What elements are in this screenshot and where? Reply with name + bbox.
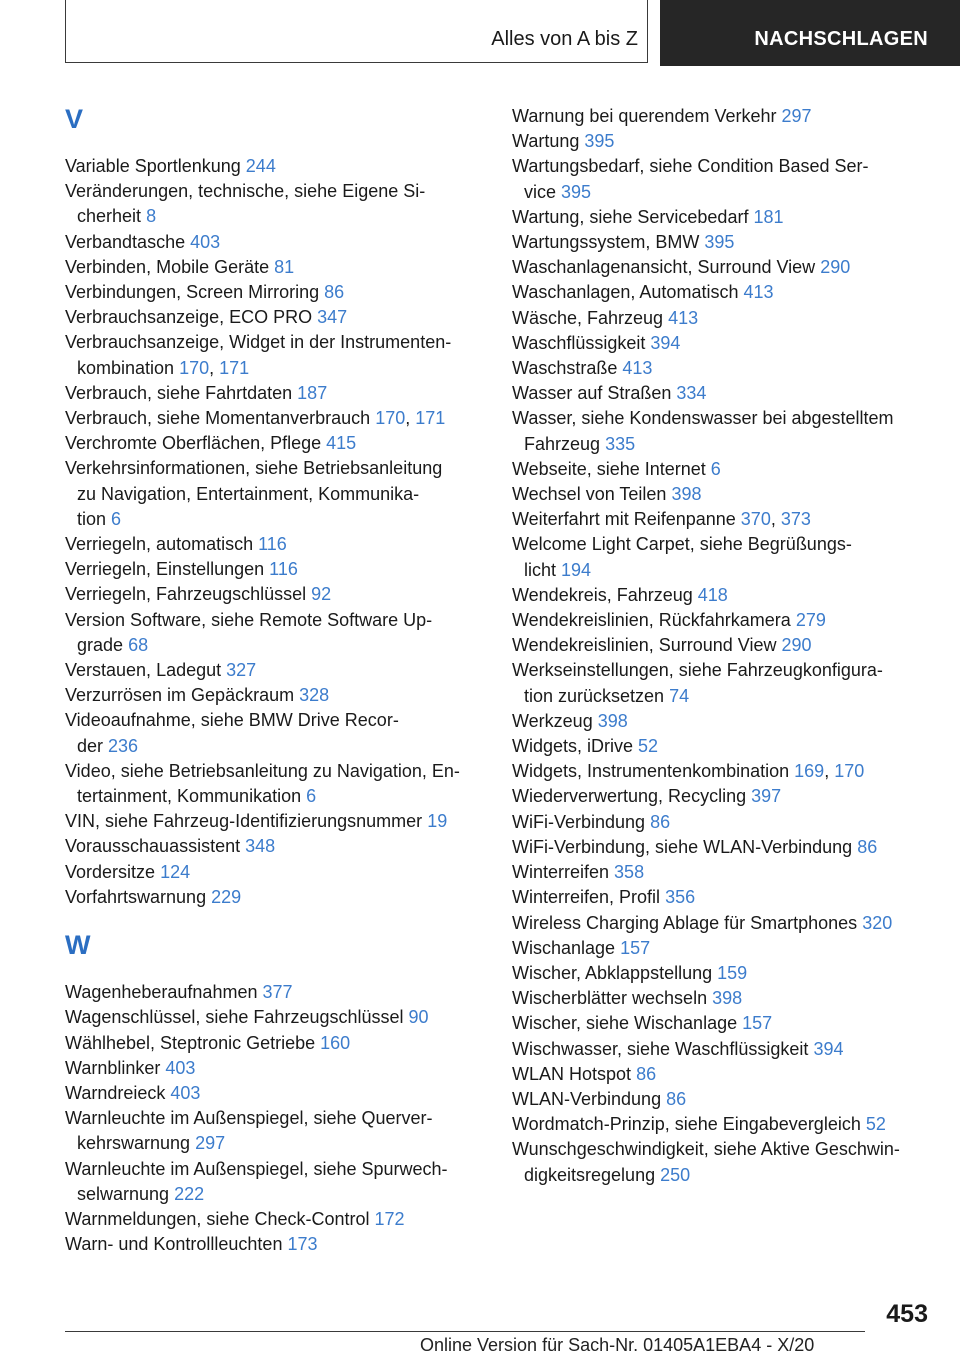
index-entry xyxy=(512,1037,952,1062)
index-entry-term: Warnleuchte im Außenspiegel, siehe Spurwech- xyxy=(65,1158,448,1179)
index-entry-term: Verchromte Oberflächen, Pflege xyxy=(65,433,322,454)
page-reference-link[interactable]: 86 xyxy=(666,1088,687,1109)
index-list-w xyxy=(65,980,505,1257)
index-entry xyxy=(512,936,952,961)
index-entry xyxy=(512,532,952,582)
footer-divider xyxy=(65,1331,865,1332)
index-entry xyxy=(512,1011,952,1036)
index-entry-term: VIN, siehe Fahrzeug-Identifizierungsnummer xyxy=(65,811,423,832)
index-entry: Weiterfahrt mit Reifenpanne 370, 373 xyxy=(512,509,811,530)
index-entry-term: Waschstraße xyxy=(512,358,618,379)
index-entry xyxy=(65,1232,505,1257)
index-entry-term-continued: licht xyxy=(524,559,557,580)
index-list-v xyxy=(65,154,505,910)
page-reference-link[interactable]: 418 xyxy=(697,584,728,605)
index-entry-term: WiFi-Verbindung, siehe WLAN-Verbindung xyxy=(512,836,853,857)
index-entry-term: Wasser, siehe Kondenswasser bei abgestelltem xyxy=(512,408,894,429)
page-reference-link[interactable]: 90 xyxy=(408,1007,429,1028)
index-entry xyxy=(65,557,505,582)
index-entry-term: Wireless Charging Ablage für Smartphones xyxy=(512,912,858,933)
index-entry-term-continued: grade xyxy=(77,634,124,655)
index-entry xyxy=(65,1106,505,1156)
index-entry xyxy=(65,179,505,229)
index-entry-term: Wartung xyxy=(512,131,580,152)
page-reference-link[interactable]: 348 xyxy=(245,836,276,857)
page-reference-link[interactable]: 222 xyxy=(174,1183,205,1204)
index-entry xyxy=(65,708,505,758)
index-entry xyxy=(512,457,952,482)
index-column-left xyxy=(65,104,505,1257)
index-entry xyxy=(65,154,505,179)
index-entry xyxy=(512,406,952,456)
index-entry-term: Verriegeln, Einstellungen xyxy=(65,559,265,580)
index-entry-term: Videoaufnahme, siehe BMW Drive Recor- xyxy=(65,710,399,731)
footer-online-version: Online Version für Sach-Nr. 01405A1EBA4 - X/20 xyxy=(420,1335,815,1355)
index-entry-term: WLAN Hotspot xyxy=(512,1063,632,1084)
index-entry-term: Widgets, iDrive xyxy=(512,736,634,757)
index-entry xyxy=(65,683,505,708)
index-entry-term: Waschanlagen, Automatisch xyxy=(512,282,739,303)
page-reference-link[interactable]: 328 xyxy=(299,685,330,706)
page-reference-link[interactable]: 68 xyxy=(128,634,149,655)
page-reference-link[interactable]: 356 xyxy=(665,887,696,908)
index-entry xyxy=(65,980,505,1005)
index-entry xyxy=(512,784,952,809)
index-entry xyxy=(512,911,952,936)
index-entry xyxy=(65,230,505,255)
index-entry xyxy=(512,835,952,860)
page-reference-link[interactable]: 290 xyxy=(820,257,851,278)
page-reference-link[interactable]: 86 xyxy=(857,836,878,857)
page-reference-link[interactable]: 170 xyxy=(834,761,865,782)
index-entry xyxy=(65,1031,505,1056)
index-entry-term: Winterreifen xyxy=(512,862,610,883)
index-entry xyxy=(512,885,952,910)
index-entry-term: Vordersitze xyxy=(65,861,156,882)
index-entry xyxy=(65,834,505,859)
index-entry-term: Verkehrsinformationen, siehe Betriebsanleitung xyxy=(65,458,443,479)
page-reference-link[interactable]: 8 xyxy=(146,206,157,227)
index-entry-term-continued: digkeitsregelung xyxy=(524,1164,656,1185)
page-reference-link[interactable]: 297 xyxy=(781,106,812,126)
page-reference-link[interactable]: 403 xyxy=(165,1057,196,1078)
index-entry-term: Wendekreislinien, Surround View xyxy=(512,635,777,656)
index-entry-term: Wendekreislinien, Rückfahrkamera xyxy=(512,610,791,631)
index-entry-term-continued: selwarnung xyxy=(77,1183,170,1204)
index-entry xyxy=(65,658,505,683)
index-entry xyxy=(65,1081,505,1106)
page-reference-link[interactable]: 358 xyxy=(614,862,645,883)
index-entry-term-continued: tion zurücksetzen xyxy=(524,685,665,706)
page-reference-link[interactable]: 116 xyxy=(269,559,298,580)
page-reference-link[interactable]: 320 xyxy=(862,912,893,933)
index-entry-term-continued: der xyxy=(77,735,104,756)
index-entry xyxy=(65,759,505,809)
index-entry xyxy=(512,356,952,381)
index-entry xyxy=(65,809,505,834)
index-entry xyxy=(512,961,952,986)
index-entry xyxy=(65,532,505,557)
index-entry-term-continued: cherheit xyxy=(77,206,142,227)
index-entry xyxy=(512,1137,952,1187)
index-entry xyxy=(512,306,952,331)
index-entry-term: Waschanlagenansicht, Surround View xyxy=(512,257,816,278)
index-entry-term: Wiederverwertung, Recycling xyxy=(512,786,747,807)
page-reference-link[interactable]: 194 xyxy=(561,559,592,580)
index-entry xyxy=(512,633,952,658)
page-reference-link[interactable]: 403 xyxy=(190,231,221,252)
index-entry xyxy=(512,129,952,154)
page-reference-link[interactable]: 173 xyxy=(287,1234,318,1255)
index-entry-term: Wäsche, Fahrzeug xyxy=(512,307,664,328)
index-entry-term-continued: zu Navigation, Entertainment, Kommunika- xyxy=(77,483,420,504)
index-entry-term-continued: Fahrzeug xyxy=(524,433,601,454)
page-reference-link[interactable]: 373 xyxy=(780,509,811,530)
index-entry-term-continued: kombination xyxy=(77,357,175,378)
index-entry xyxy=(512,734,952,759)
page-reference-link[interactable]: 170 xyxy=(375,408,406,429)
index-entry-term: Wischwasser, siehe Waschflüssigkeit xyxy=(512,1038,809,1059)
page-reference-link[interactable]: 187 xyxy=(297,382,328,403)
index-entry-term: Variable Sportlenkung xyxy=(65,156,241,176)
page-reference-link[interactable]: 398 xyxy=(712,988,743,1009)
index-letter-w: W xyxy=(65,930,91,961)
index-entry-term-continued: tertainment, Kommunikation xyxy=(77,786,302,807)
index-entry xyxy=(65,431,505,456)
page-reference-link[interactable]: 74 xyxy=(669,685,690,706)
header-section-title: Alles von A bis Z xyxy=(491,28,638,50)
page-reference-link[interactable]: 86 xyxy=(636,1063,657,1084)
page-reference-link[interactable]: 159 xyxy=(717,962,748,983)
page-reference-link[interactable]: 6 xyxy=(111,508,122,529)
page-reference-link[interactable]: 19 xyxy=(427,811,448,832)
page-reference-link[interactable]: 116 xyxy=(258,534,287,555)
index-entry-term: Warnung bei querendem Verkehr xyxy=(512,106,777,126)
index-entry-term: Verriegeln, Fahrzeugschlüssel xyxy=(65,584,307,605)
index-entry xyxy=(512,860,952,885)
index-entry xyxy=(65,1005,505,1030)
index-entry xyxy=(512,810,952,835)
page-reference-link[interactable]: 370 xyxy=(740,509,771,530)
page-reference-link[interactable]: 290 xyxy=(781,635,812,656)
index-entry-term: Wartungsbedarf, siehe Condition Based Ser- xyxy=(512,156,869,177)
index-list-w-continued xyxy=(512,104,952,1188)
page-reference-link[interactable]: 377 xyxy=(262,982,293,1003)
index-entry xyxy=(512,1062,952,1087)
page-reference-link[interactable]: 171 xyxy=(415,408,446,429)
index-entry-term: Veränderungen, technische, siehe Eigene Si- xyxy=(65,181,426,202)
index-entry-term: Warnmeldungen, siehe Check-Control xyxy=(65,1208,370,1229)
index-entry xyxy=(65,381,505,406)
page-reference-link[interactable]: 327 xyxy=(226,660,257,681)
index-entry-term: Werkzeug xyxy=(512,710,593,731)
index-entry-term: Werkseinstellungen, siehe Fahrzeugkonfigura- xyxy=(512,660,883,681)
index-entry xyxy=(65,305,505,330)
index-entry-term: Version Software, siehe Remote Software Up- xyxy=(65,609,433,630)
index-letter-v: V xyxy=(65,104,84,134)
index-entry xyxy=(512,331,952,356)
page-reference-link[interactable]: 398 xyxy=(671,484,702,505)
index-column-right xyxy=(512,104,952,1188)
index-entry-term: Wischanlage xyxy=(512,937,616,958)
index-entry-term: Verbandtasche xyxy=(65,231,186,252)
index-entry: Verbrauchsanzeige, Widget in der Instrumenten- kombination 170, 171 xyxy=(65,332,452,378)
index-entry-term: Widgets, Instrumentenkombination xyxy=(512,761,790,782)
page-reference-link[interactable]: 86 xyxy=(324,282,345,303)
index-entry xyxy=(512,104,952,129)
index-entry-term-continued: kehrswarnung xyxy=(77,1133,191,1154)
index-entry xyxy=(512,280,952,305)
index-entry-term: Welcome Light Carpet, siehe Begrüßungs- xyxy=(512,534,852,555)
page-reference-link[interactable]: 181 xyxy=(753,206,784,227)
index-entry xyxy=(65,860,505,885)
index-entry xyxy=(512,255,952,280)
index-entry: Verbrauch, siehe Momentanverbrauch 170, 171 xyxy=(65,408,446,429)
page-reference-link[interactable]: 397 xyxy=(751,786,782,807)
page-reference-link[interactable]: 413 xyxy=(668,307,699,328)
index-entry-term: Warn- und Kontrollleuchten xyxy=(65,1234,283,1255)
page-reference-link[interactable]: 6 xyxy=(306,786,317,807)
page-reference-link[interactable]: 413 xyxy=(622,358,653,379)
index-entry-term: Wagenschlüssel, siehe Fahrzeugschlüssel xyxy=(65,1007,404,1028)
index-entry-term: Wagenheberaufnahmen xyxy=(65,982,258,1003)
index-entry xyxy=(65,280,505,305)
page-reference-link[interactable]: 172 xyxy=(374,1208,405,1229)
index-entry-term: Wischer, siehe Wischanlage xyxy=(512,1013,738,1034)
page-reference-link[interactable]: 86 xyxy=(650,811,671,832)
index-entry xyxy=(512,205,952,230)
page-reference-link[interactable]: 244 xyxy=(245,156,276,176)
page-number: 453 xyxy=(886,1300,928,1328)
page-reference-link[interactable]: 171 xyxy=(219,357,250,378)
index-entry-term: Wartungssystem, BMW xyxy=(512,232,700,253)
index-entry xyxy=(512,154,952,204)
header-chapter-title: NACHSCHLAGEN xyxy=(754,28,928,50)
page-reference-link[interactable]: 297 xyxy=(195,1133,226,1154)
index-entry-term: Wechsel von Teilen xyxy=(512,484,667,505)
index-entry-term: WiFi-Verbindung xyxy=(512,811,646,832)
page-reference-link[interactable]: 415 xyxy=(326,433,357,454)
index-entry xyxy=(512,709,952,734)
index-entry-term: Verbinden, Mobile Geräte xyxy=(65,256,270,277)
page-reference-link[interactable]: 229 xyxy=(211,886,242,907)
index-entry xyxy=(512,583,952,608)
index-entry-term: Warndreieck xyxy=(65,1082,166,1103)
index-entry-term: Webseite, siehe Internet xyxy=(512,458,706,479)
index-entry-term: Wunschgeschwindigkeit, siehe Aktive Geschwin- xyxy=(512,1139,900,1160)
page-reference-link[interactable]: 52 xyxy=(865,1114,886,1135)
page-reference-link[interactable]: 395 xyxy=(561,181,592,202)
page-reference-link[interactable]: 335 xyxy=(605,433,636,454)
page-reference-link[interactable]: 6 xyxy=(710,458,721,479)
index-entry xyxy=(65,255,505,280)
index-entry-term: Vorausschauassistent xyxy=(65,836,241,857)
index-entry xyxy=(512,986,952,1011)
index-entry-term: Verbindungen, Screen Mirroring xyxy=(65,282,320,303)
page-reference-link[interactable]: 398 xyxy=(597,710,628,731)
index-entry xyxy=(512,608,952,633)
index-entry xyxy=(512,381,952,406)
index-entry-term: Verstauen, Ladegut xyxy=(65,660,222,681)
page-reference-link[interactable]: 92 xyxy=(311,584,332,605)
index-entry-term: Warnblinker xyxy=(65,1057,161,1078)
index-entry-term-continued: vice xyxy=(524,181,557,202)
index-entry-term: Wischerblätter wechseln xyxy=(512,988,708,1009)
index-entry-term: Wendekreis, Fahrzeug xyxy=(512,584,693,605)
index-entry-term: Verbrauch, siehe Fahrtdaten xyxy=(65,382,293,403)
index-entry xyxy=(65,456,505,532)
index-entry xyxy=(512,1087,952,1112)
page-reference-link[interactable]: 403 xyxy=(170,1082,201,1103)
index-entry-term: Weiterfahrt mit Reifenpanne xyxy=(512,509,736,530)
index-entry xyxy=(512,658,952,708)
page-reference-link[interactable]: 250 xyxy=(660,1164,691,1185)
index-entry xyxy=(65,1157,505,1207)
page-reference-link[interactable]: 157 xyxy=(620,937,651,958)
page-reference-link[interactable]: 157 xyxy=(742,1013,773,1034)
index-entry-term: Vorfahrtswarnung xyxy=(65,886,207,907)
page-reference-link[interactable]: 170 xyxy=(179,357,210,378)
page-reference-link[interactable]: 347 xyxy=(317,307,348,328)
page-reference-link[interactable]: 160 xyxy=(320,1032,351,1053)
index-entry-term: Waschflüssigkeit xyxy=(512,332,646,353)
index-entry xyxy=(65,1056,505,1081)
index-entry-term: Warnleuchte im Außenspiegel, siehe Querver- xyxy=(65,1108,433,1129)
index-entry-term: Winterreifen, Profil xyxy=(512,887,661,908)
index-entry-term-continued: tion xyxy=(77,508,107,529)
page-reference-link[interactable]: 395 xyxy=(704,232,735,253)
page-reference-link[interactable]: 395 xyxy=(584,131,615,152)
page-reference-link[interactable]: 169 xyxy=(794,761,825,782)
page-reference-link[interactable]: 394 xyxy=(650,332,681,353)
page-reference-link[interactable]: 81 xyxy=(274,256,295,277)
index-entry-term: Wischer, Abklappstellung xyxy=(512,962,713,983)
index-entry xyxy=(65,885,505,910)
index-entry-term: Wasser auf Straßen xyxy=(512,383,672,404)
page-reference-link[interactable]: 124 xyxy=(160,861,191,882)
index-entry-term: Wartung, siehe Servicebedarf xyxy=(512,206,749,227)
index-entry xyxy=(512,1112,952,1137)
index-entry xyxy=(65,1207,505,1232)
index-entry xyxy=(512,230,952,255)
index-entry-term: Video, siehe Betriebsanleitung zu Navigation, En- xyxy=(65,760,460,781)
index-entry xyxy=(65,608,505,658)
index-entry: Widgets, Instrumentenkombination 169, 170 xyxy=(512,761,865,782)
index-entry-term: Verbrauchsanzeige, ECO PRO xyxy=(65,307,313,328)
page-reference-link[interactable]: 334 xyxy=(676,383,707,404)
index-entry xyxy=(65,582,505,607)
index-entry-term: Verbrauchsanzeige, Widget in der Instrumenten- xyxy=(65,332,452,353)
index-entry-term: Wählhebel, Steptronic Getriebe xyxy=(65,1032,316,1053)
index-entry-term: Verzurrösen im Gepäckraum xyxy=(65,685,295,706)
page-reference-link[interactable]: 279 xyxy=(795,610,826,631)
page-reference-link[interactable]: 52 xyxy=(638,736,659,757)
index-entry-term: Verriegeln, automatisch xyxy=(65,534,254,555)
index-entry xyxy=(512,482,952,507)
index-entry-term: Wordmatch-Prinzip, siehe Eingabevergleich xyxy=(512,1114,861,1135)
index-entry-term: Verbrauch, siehe Momentanverbrauch xyxy=(65,408,371,429)
page-reference-link[interactable]: 413 xyxy=(743,282,774,303)
page-reference-link[interactable]: 236 xyxy=(108,735,139,756)
index-entry-term: WLAN-Verbindung xyxy=(512,1088,662,1109)
page-reference-link[interactable]: 394 xyxy=(813,1038,844,1059)
